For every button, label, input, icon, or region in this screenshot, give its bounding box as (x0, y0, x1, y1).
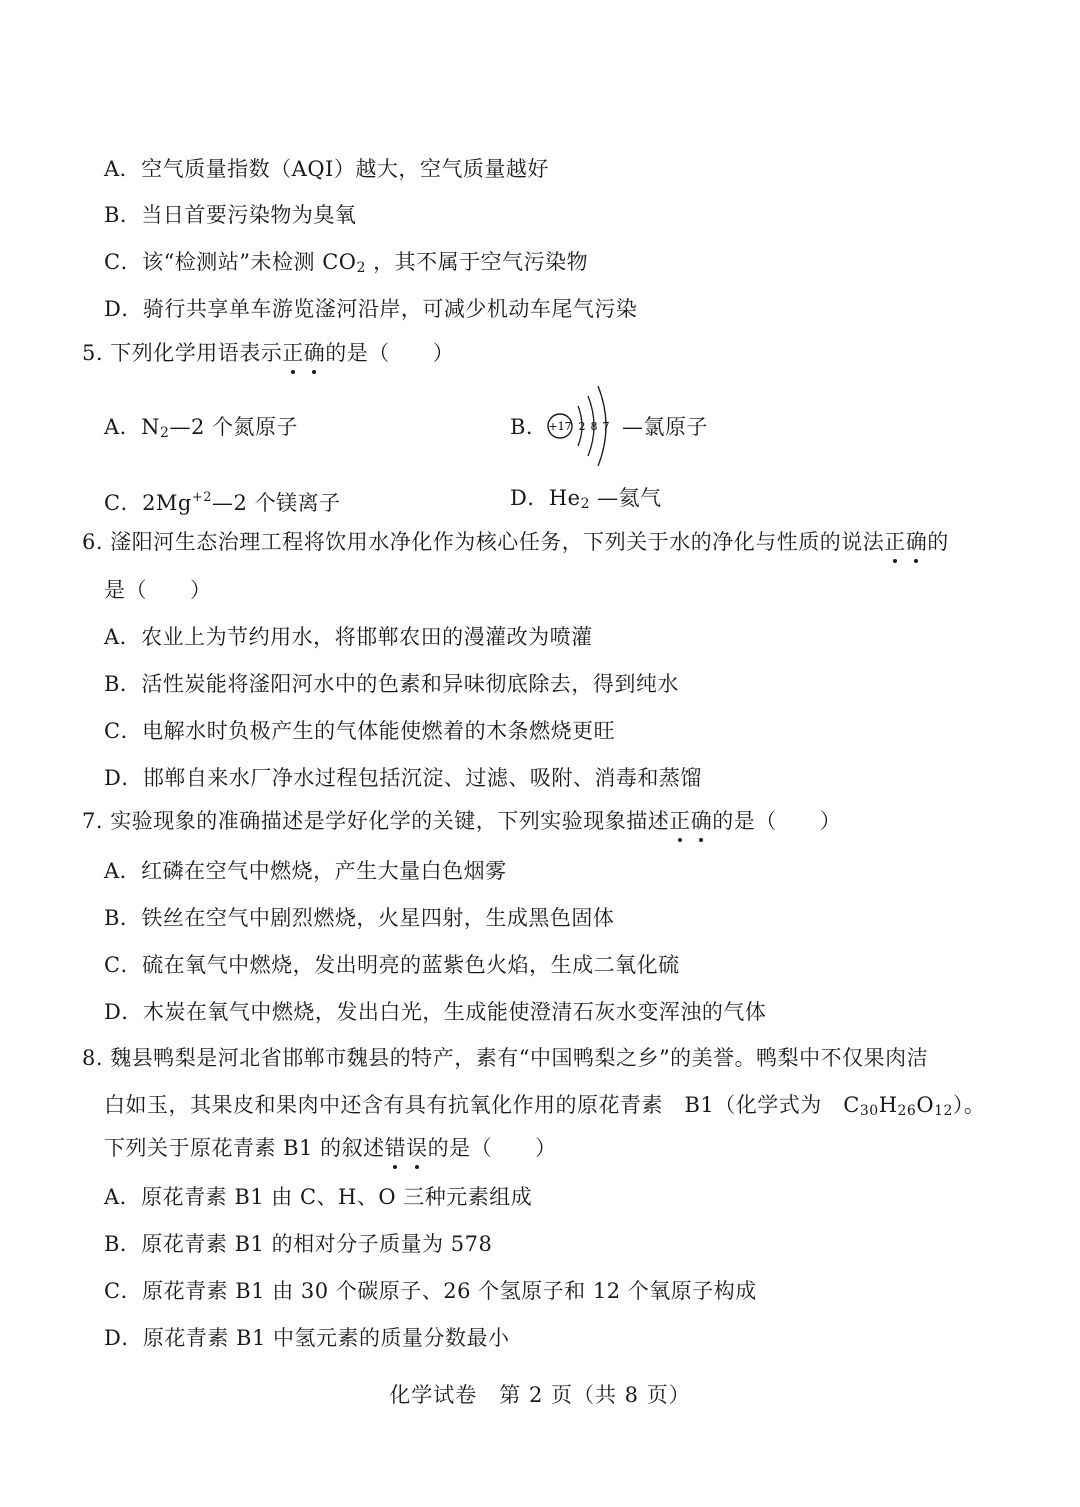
q5-option-d: D．$He_2$ —氦气 (510, 486, 662, 512)
q8-option-c: C．原花青素 B1 由 30 个碳原子、26 个氢原子和 12 个氧原子构成 (104, 1279, 757, 1303)
shell-1-electrons: 2 (578, 420, 586, 433)
q4-option-d: D．骑行共享单车游览滏河沿岸，可减少机动车尾气污染 (104, 297, 638, 321)
q5-stem: 5. 下列化学用语表示正确的是（ ） (82, 338, 454, 368)
q6-option-a: A．农业上为节约用水，将邯郸农田的漫灌改为喷灌 (104, 625, 593, 649)
q6-option-d: D．邯郸自来水厂净水过程包括沉淀、过滤、吸附、消毒和蒸馏 (104, 766, 702, 790)
q5-option-a: A．$N_2—2$ 个氮原子 (104, 415, 299, 441)
q7-option-b: B．铁丝在空气中剧烈燃烧，火星四射，生成黑色固体 (104, 906, 615, 930)
q7-option-c: C．硫在氧气中燃烧，发出明亮的蓝紫色火焰，生成二氧化硫 (104, 953, 680, 977)
q8-option-b: B．原花青素 B1 的相对分子质量为 578 (104, 1232, 493, 1256)
q6-stem: 6. 滏阳河生态治理工程将饮用水净化作为核心任务，下列关于水的净化与性质的说法正确的 (82, 527, 949, 557)
shell-2-electrons: 8 (590, 420, 598, 433)
q8-option-d: D．原花青素 B1 中氢元素的质量分数最小 (104, 1326, 510, 1350)
q7-option-a: A．红磷在空气中燃烧，产生大量白色烟雾 (104, 859, 507, 883)
page-footer: 化学试卷 第 2 页（共 8 页） (389, 1383, 691, 1407)
q6-stem-line2: 是（ ） (104, 578, 212, 602)
q8-stem-line3: 下列关于原花青素 B1 的叙述错误的是（ ） (104, 1133, 557, 1163)
q7-option-d: D．木炭在氧气中燃烧，发出白光，生成能使澄清石灰水变浑浊的气体 (104, 1000, 767, 1024)
q4-option-a: A．空气质量指数（AQI）越大，空气质量越好 (104, 157, 549, 181)
q5-option-b-label: B． (510, 415, 548, 439)
q8-stem-line1: 8. 魏县鸭梨是河北省邯郸市魏县的特产，素有“中国鸭梨之乡”的美誉。鸭梨中不仅果肉洁 (82, 1046, 929, 1070)
nucleus-charge: +17 (548, 420, 572, 433)
q5-option-c: C．$2Mg^{+2}—2$ 个镁离子 (104, 490, 341, 515)
q6-option-c: C．电解水时负极产生的气体能使燃着的木条燃烧更旺 (104, 719, 616, 743)
chlorine-atom-structure-diagram (542, 380, 622, 470)
q5-option-b-text: —氯原子 (622, 415, 708, 439)
shell-3-electrons: 7 (602, 420, 610, 433)
q7-stem: 7. 实验现象的准确描述是学好化学的关键，下列实验现象描述正确的是（ ） (82, 806, 841, 836)
q8-stem-line2: 白如玉，其果皮和果肉中还含有具有抗氧化作用的原花青素 B1（化学式为 $C_{30}H_{26}O_{12}$）。 (104, 1093, 986, 1119)
q4-option-c: C．该“检测站”未检测 $CO_2$ ，其不属于空气污染物 (104, 250, 589, 276)
q6-option-b: B．活性炭能将滏阳河水中的色素和异味彻底除去，得到纯水 (104, 672, 679, 696)
q4-option-b: B．当日首要污染物为臭氧 (104, 203, 357, 227)
q8-option-a: A．原花青素 B1 由 C、H、O 三种元素组成 (104, 1185, 533, 1209)
